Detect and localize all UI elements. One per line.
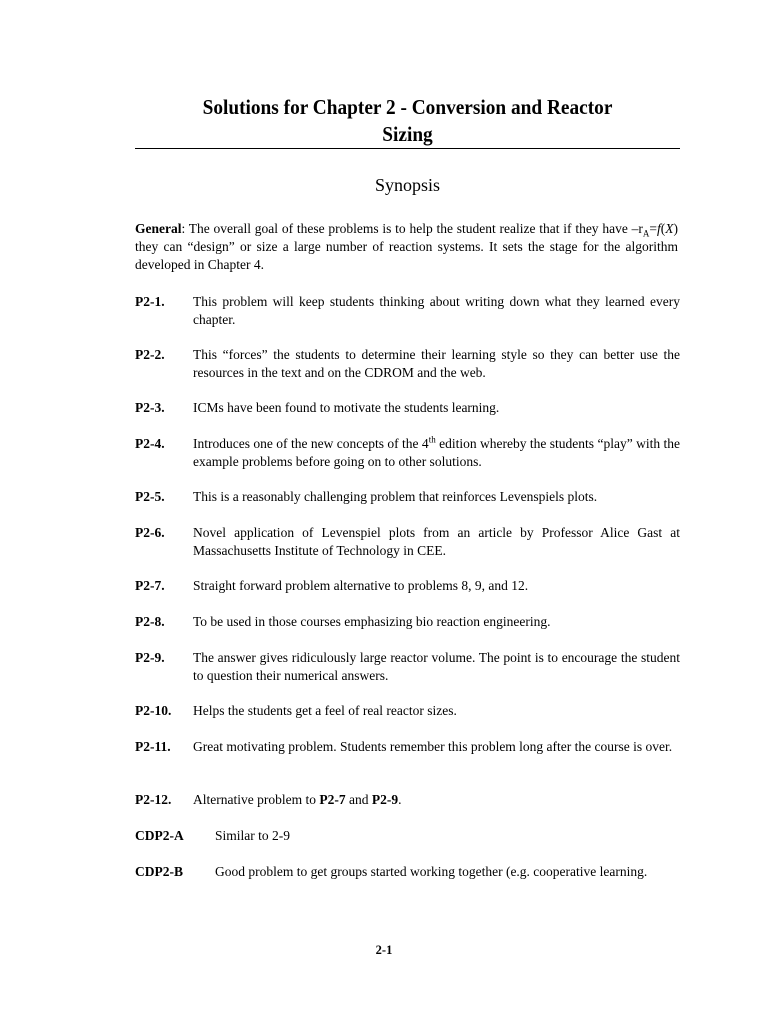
problem-description: This problem will keep students thinking about writing down what they learned every chapter. (193, 294, 680, 327)
title-divider (135, 148, 680, 149)
problem-label: P2-4. (135, 436, 165, 451)
general-text-b: they can “design” or size a large number of reaction systems. It sets the stage for the algorithm developed in Chapter 4. (135, 239, 678, 272)
problem-reference: P2-9 (371, 792, 399, 807)
problem-item-p2-3 (135, 399, 680, 417)
problem-description: Alternative problem to P2-7 and P2-9. (193, 792, 402, 807)
problem-reference: P2-7 (319, 792, 346, 807)
problem-item-p2-7 (135, 577, 680, 595)
problem-label: P2-2. (135, 347, 165, 362)
problem-label: P2-5. (135, 489, 165, 504)
problem-item-cdp2-a (135, 827, 680, 845)
problem-label: P2-9. (135, 650, 165, 665)
problem-description: This “forces” the students to determine their learning style so they can better use the resources in the text and on the CDROM and the web. (193, 347, 680, 380)
problem-description: ICMs have been found to motivate the students learning. (193, 400, 500, 415)
problem-item-p2-12 (135, 791, 680, 809)
problem-label: P2-11. (135, 739, 171, 754)
problem-item-p2-2 (135, 346, 680, 382)
problem-label: P2-1. (135, 294, 165, 309)
page-title (157, 94, 658, 148)
problem-item-p2-1 (135, 293, 680, 329)
problem-item-p2-6 (135, 524, 680, 560)
problem-description: The answer gives ridiculously large reactor volume. The point is to encourage the student to question their numerical answers. (193, 650, 680, 683)
problem-label: P2-3. (135, 400, 165, 415)
problem-item-p2-9 (135, 649, 680, 685)
general-text-a: : The overall goal of these problems is to help the student realize that if they have (181, 221, 632, 236)
problem-item-cdp2-b (135, 863, 680, 881)
problem-label: P2-12. (135, 792, 172, 807)
problem-item-p2-4 (135, 435, 680, 471)
general-paragraph (135, 220, 678, 274)
problem-description: Similar to 2-9 (215, 828, 290, 843)
problem-description: Good problem to get groups started working together (e.g. cooperative learning. (215, 864, 648, 879)
problem-description: Great motivating problem. Students remember this problem long after the course is over. (193, 739, 673, 754)
problem-item-p2-8 (135, 613, 680, 631)
problem-description: Straight forward problem alternative to problems 8, 9, and 12. (193, 578, 529, 593)
problem-item-p2-11 (135, 738, 680, 756)
problem-description: Introduces one of the new concepts of the 4th edition whereby the students “play” with the example problems before going on to other solutions. (193, 434, 680, 469)
problem-description: Helps the students get a feel of real reactor sizes. (193, 703, 457, 718)
rate-expression: $-r_A=f(X)$ (631, 221, 678, 239)
general-label: General (135, 221, 182, 236)
problem-label: P2-6. (135, 525, 165, 540)
problem-label: CDP2-A (135, 828, 184, 843)
problem-label: P2-8. (135, 614, 165, 629)
problem-item-p2-5 (135, 488, 680, 506)
title-line-2: Sizing (382, 122, 433, 146)
title-line-1: Solutions for Chapter 2 - Conversion and Reactor (202, 95, 613, 119)
problem-label: P2-10. (135, 703, 172, 718)
problem-label: CDP2-B (135, 864, 183, 879)
section-heading: Synopsis (374, 175, 441, 195)
problem-item-p2-10 (135, 702, 680, 720)
problem-description: To be used in those courses emphasizing bio reaction engineering. (193, 614, 551, 629)
problem-label: P2-7. (135, 578, 165, 593)
problem-description: Novel application of Levenspiel plots from an article by Professor Alice Gast at Massachusetts Institute of Technology in CEE. (193, 525, 680, 558)
page-number: 2-1 (375, 943, 393, 957)
problem-description: This is a reasonably challenging problem that reinforces Levenspiels plots. (193, 489, 598, 504)
